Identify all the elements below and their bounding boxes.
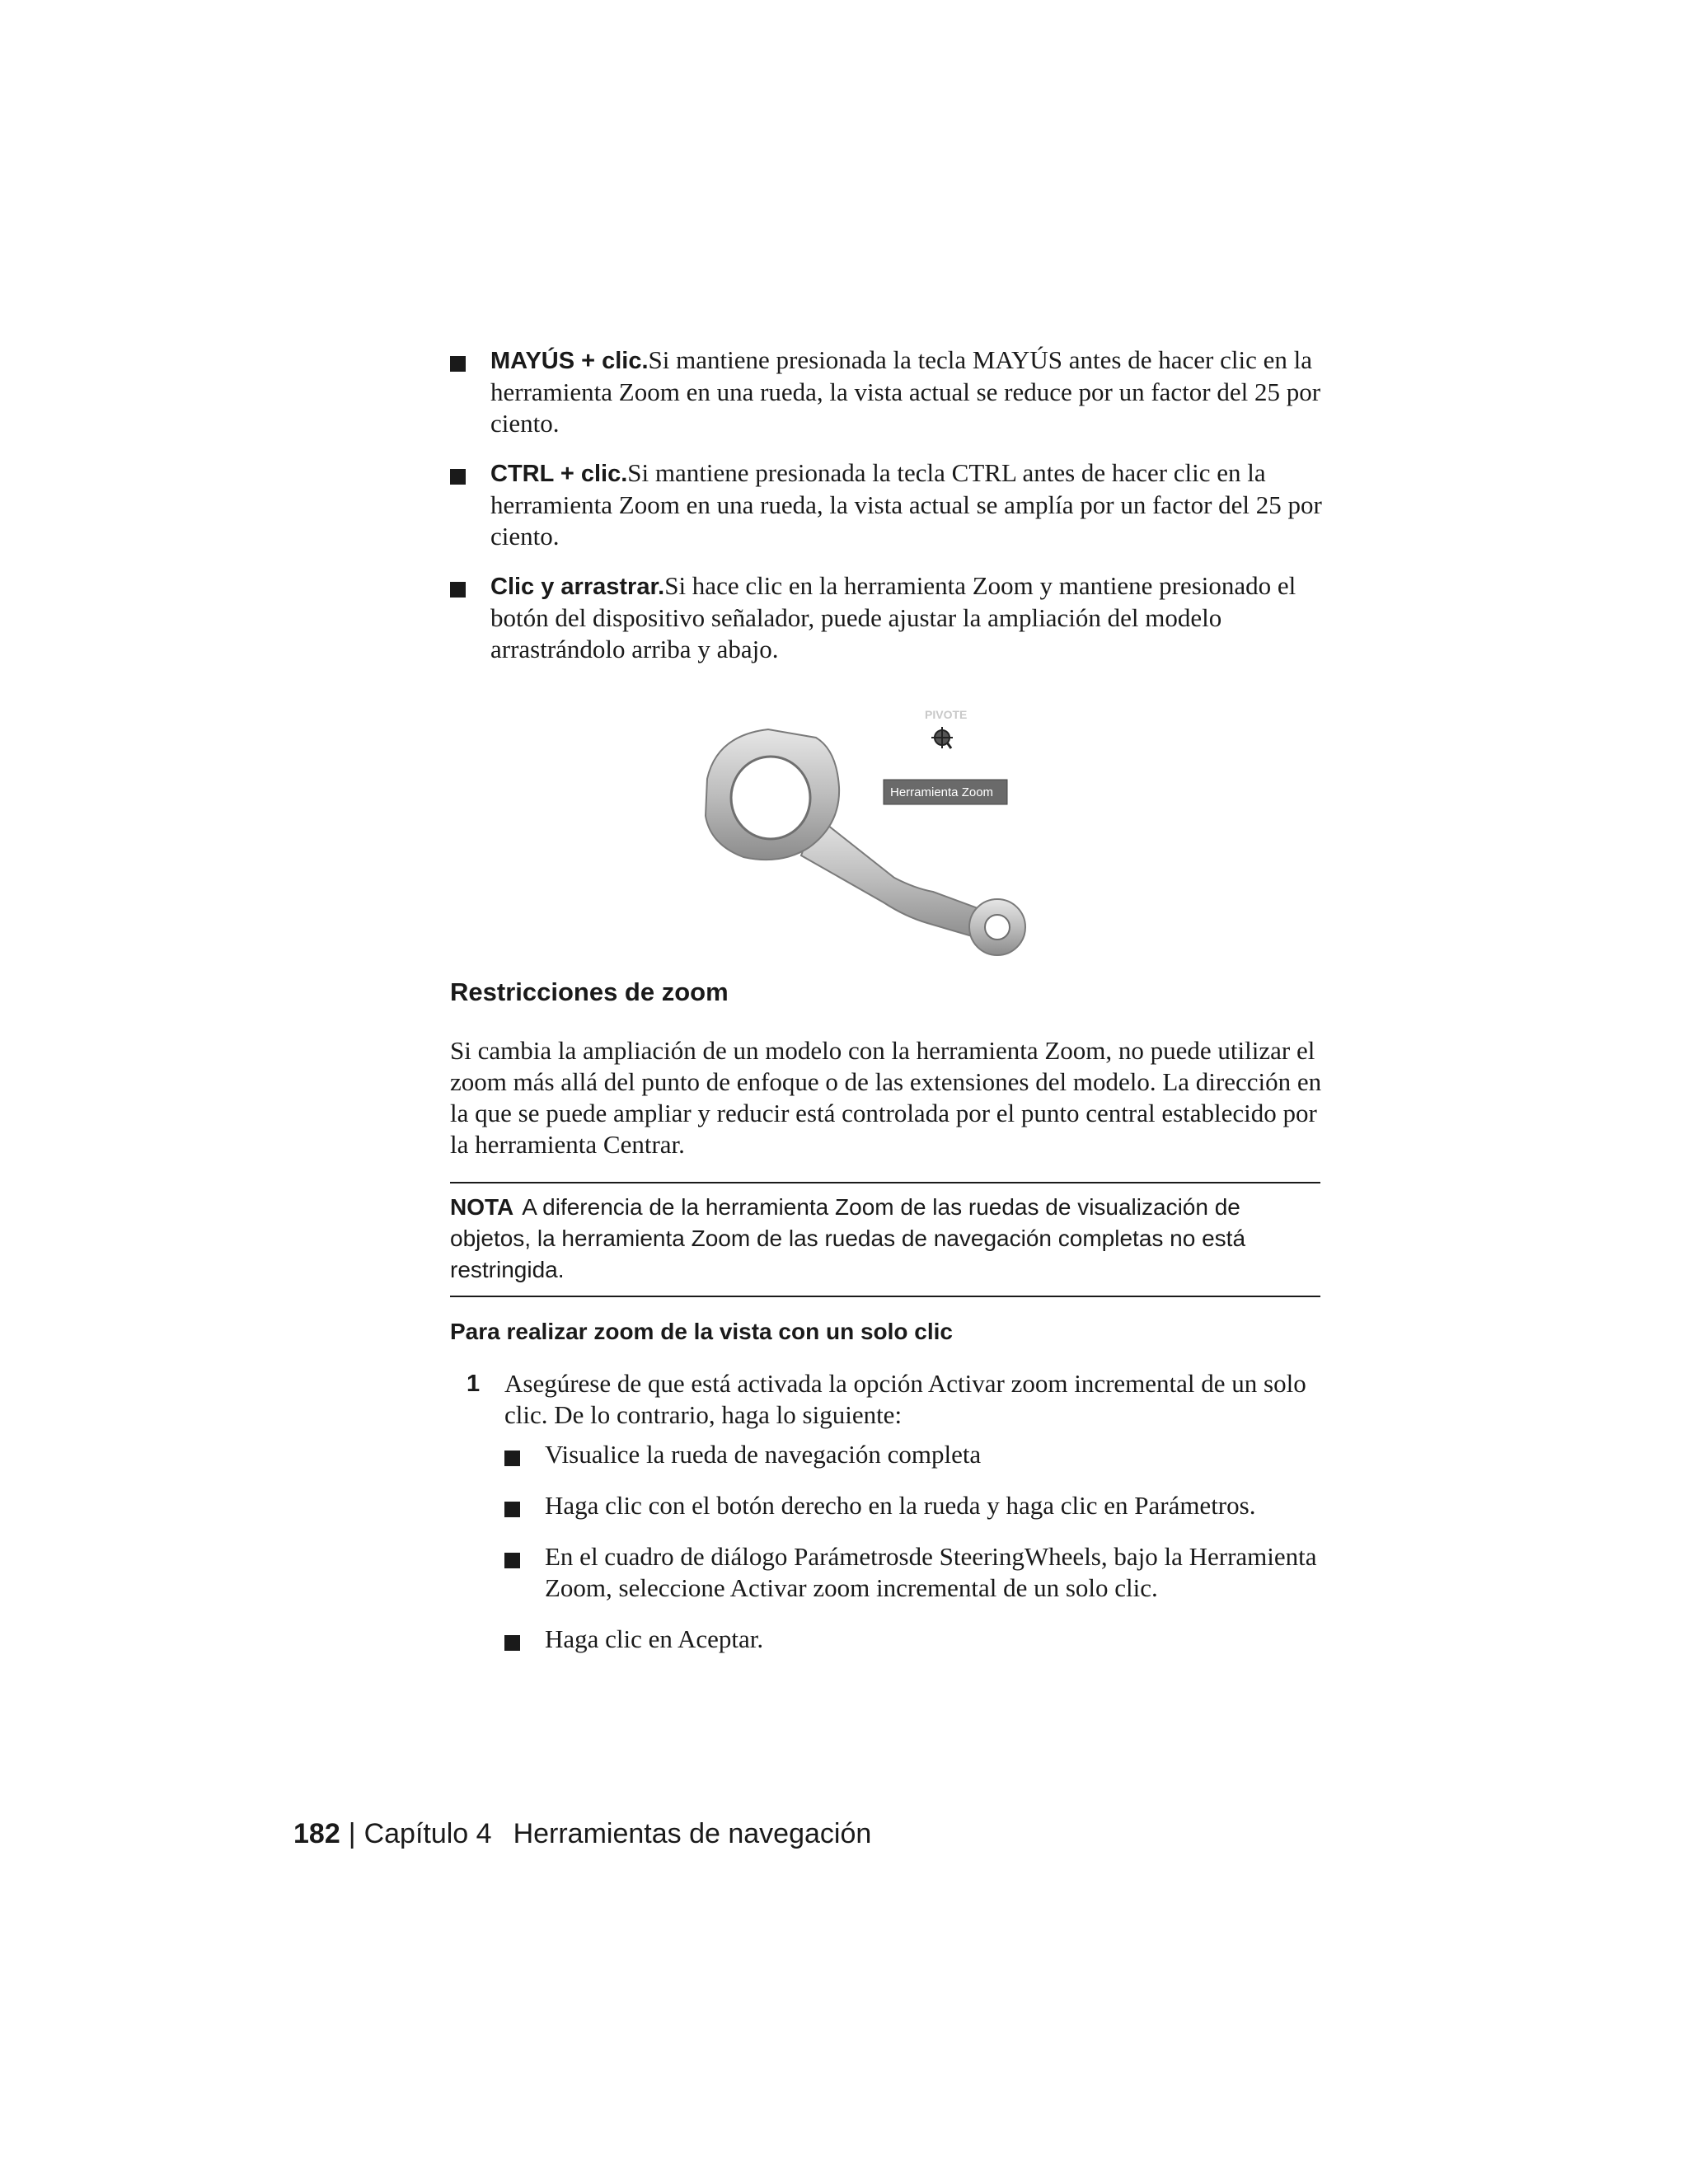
substep-text: Haga clic con el botón derecho en la rueda y haga clic en Parámetros.	[545, 1491, 1256, 1520]
bullet-term: MAYÚS + clic.	[490, 348, 649, 374]
bullet-square	[504, 1553, 520, 1568]
footer-separator: |	[348, 1818, 356, 1849]
bullet-square	[504, 1635, 520, 1651]
procedure-step	[467, 1368, 1332, 1675]
substep-text: En el cuadro de diálogo Parámetrosde SteeringWheels, bajo la Herramienta Zoom, seleccione Activar zoom incremental de un solo clic.	[545, 1542, 1317, 1602]
bullet-text: Si mantiene presionada la tecla MAYÚS antes de hacer clic en la herramienta Zoom en una rueda, la vista actual se reduce por un factor del 25 por ciento.	[490, 345, 1321, 438]
substep-text: Visualice la rueda de navegación completa	[545, 1440, 982, 1469]
list-item	[504, 1439, 1332, 1470]
step-text: Asegúrese de que está activada la opción Activar zoom incremental de un solo clic. De lo contrario, haga lo siguiente:	[504, 1369, 1306, 1429]
pivot-label: PIVOTE	[925, 708, 968, 721]
chapter-title: Herramientas de navegación	[513, 1818, 872, 1849]
list-item	[504, 1490, 1332, 1521]
section-heading: Restricciones de zoom	[450, 977, 729, 1006]
chapter-label: Capítulo 4	[363, 1818, 492, 1849]
bullet-square	[450, 356, 466, 372]
bullet-square	[450, 582, 466, 598]
bullet-square	[450, 469, 466, 485]
bullet-square	[504, 1502, 520, 1517]
bullet-text: Si mantiene presionada la tecla CTRL antes de hacer clic en la herramienta Zoom en una rueda, la vista actual se amplía por un factor del 25 por ciento.	[490, 458, 1322, 551]
substep-text: Haga clic en Aceptar.	[545, 1624, 764, 1653]
bullet-list	[450, 344, 1332, 683]
list-item	[450, 570, 1332, 665]
list-item	[504, 1541, 1332, 1604]
rod-shank	[801, 816, 996, 941]
list-item	[504, 1624, 1332, 1655]
section-paragraph: Si cambia la ampliación de un modelo con la herramienta Zoom, no puede utilizar el zoom más allá del punto de enfoque o de las extensiones del modelo. La dirección en la que se puede ampliar y reducir está controlada por el punto central establecido por la herramienta Centrar.	[450, 1036, 1322, 1159]
bullet-term: Clic y arrastrar.	[490, 574, 665, 600]
connecting-rod-figure	[692, 701, 1088, 972]
note-label: NOTA	[450, 1194, 514, 1220]
bullet-term: CTRL + clic.	[490, 461, 628, 487]
note-text: A diferencia de la herramienta Zoom de las ruedas de visualización de objetos, la herramienta Zoom de las ruedas de navegación completas no está restringida.	[450, 1194, 1246, 1282]
page-number: 182	[293, 1818, 340, 1849]
list-item	[450, 457, 1332, 552]
pivot-icon	[931, 727, 953, 748]
procedure-heading: Para realizar zoom de la vista con un solo clic	[450, 1319, 953, 1344]
note-box	[450, 1182, 1320, 1297]
substep-list	[504, 1439, 1332, 1655]
tooltip-text: Herramienta Zoom	[890, 785, 994, 799]
bullet-square	[504, 1451, 520, 1466]
page-footer	[293, 1818, 871, 1850]
list-item	[450, 344, 1332, 439]
step-number: 1	[467, 1371, 481, 1397]
bullet-text: Si hace clic en la herramienta Zoom y mantiene presionado el botón del dispositivo señalador, puede ajustar la ampliación del modelo arrastrándolo arriba y abajo.	[490, 571, 1296, 663]
